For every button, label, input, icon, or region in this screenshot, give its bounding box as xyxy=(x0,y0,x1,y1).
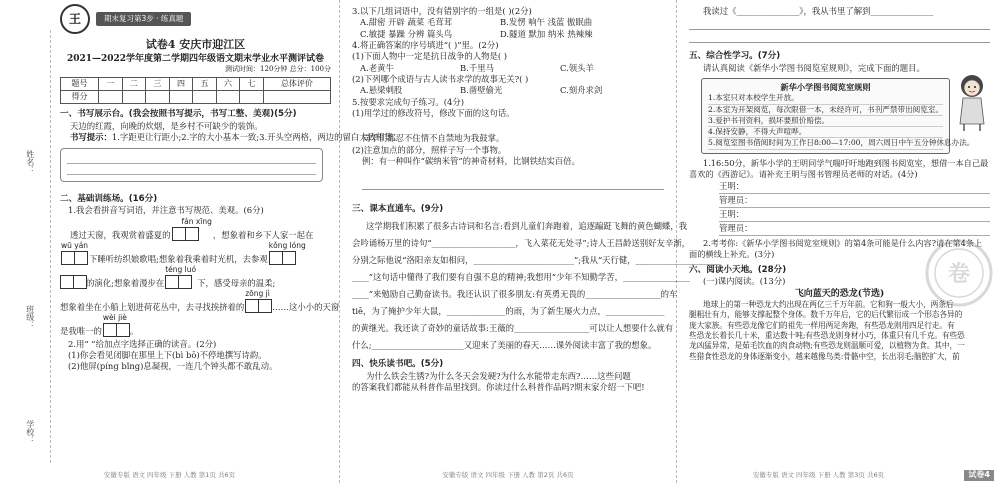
pinyin-line-1: 透过天窗，我观赏着盛夏的 fán xīng ，想象着和乡下人家一起在 xyxy=(70,216,314,240)
page-3-footer: 安徽专版 语文 四年级 下册 人教 第3页 共6页 xyxy=(752,471,885,480)
section-4-line-1: 为什么铁会生锈?为什么冬天会发硬?为什么水能带走东西?……这些问题 xyxy=(366,370,631,381)
section-3-line: 会吟诵杨万里的诗句“____________________，飞入菜花无处寻”;诗人王昌龄送别好友辛渐， xyxy=(352,238,691,249)
watermark-seal xyxy=(924,238,994,308)
rule-item: 2.本室为开架阅览，每次限借一本，未经许可，书刊严禁带出阅览室。 xyxy=(708,105,943,116)
score-cell[interactable] xyxy=(216,91,240,104)
paper-badge: 试卷4 xyxy=(964,470,994,481)
step-banner: 期末复习第3步 · 练真题 xyxy=(96,12,191,26)
score-cell[interactable] xyxy=(263,91,330,104)
section-3-line: 分别之际他说“洛阳亲友如相问，________________________”;我从“天行健，____________________ xyxy=(352,255,720,266)
writing-hint-text: 1.字距更让行距小;2.字的大小基本一致;3.开头空两格，两边的留白大致相等。 xyxy=(111,132,402,143)
pinyin-line-2: wū yán 下睡听纺织娘歌唱;想象着我乘着时光机，去参观 kǒng lóng xyxy=(61,240,306,264)
dialog-line[interactable]: 王明： xyxy=(719,208,990,222)
pinyin-line-4: 想象着坐在小船上划进荷花丛中，去寻找挨挤着的 zōng jì ……这小小的天窗 xyxy=(60,288,340,312)
section-6-subtitle: (一)课内阅读。(13分) xyxy=(703,276,786,287)
writing-hint-label: 书写提示： xyxy=(70,132,112,143)
q5-prompt: 5.按要求完成句子练习。(4分) xyxy=(352,96,464,107)
page-3-content xyxy=(689,6,990,362)
dialog-line[interactable]: 管理员： xyxy=(719,222,990,236)
score-head-cell: 题号 xyxy=(61,78,99,91)
section-3-line: 什么;______________________又迎来了美丽的春天……课外阅读丰富了我的想象。 xyxy=(352,340,657,351)
q3-option-d: D.隧道 默加 纳米 热辣辣 xyxy=(500,28,593,39)
q5-2-example: 例：有一种叫作“碳纳米管”的神奇材料，比钢铁结实百倍。 xyxy=(362,156,580,167)
passage-line: 龙凶猛异常，是茹毛饮血的肉食动物;有些恐龙则温顺可爱，以植物为食。其中，一 xyxy=(689,341,965,351)
q5-1-prompt: (1)用学过的修改符号，修改下面的这句话。 xyxy=(352,108,515,119)
passage-line: 些恐龙长着长几十米，重达数十吨;有些恐龙则身材小巧，体重只有几千克。有些恐 xyxy=(689,331,965,341)
pinyin-line-5: 是我唯一的 wèi jiè 。 xyxy=(60,312,139,336)
section-6-title: 六、阅读小天地。(28分) xyxy=(689,264,787,275)
paper-title: 试卷4 安庆市迎江区 xyxy=(145,38,246,51)
q3-option-a: A.甜密 开辟 蔬菜 毛茸茸 xyxy=(360,17,453,28)
q2-2b[interactable]: (2)他屏(píng bǐng)息凝视，一连几个钟头都不敢乱动。 xyxy=(68,361,278,372)
q2-1-prompt: 1.我会看拼音写词语，并注意书写规范、美观。(6分) xyxy=(68,205,264,216)
pinyin-line-3: 的演化;想象着漫步在 téng luó 下，感受母亲的温柔; xyxy=(60,265,331,289)
sec4-answer-rule-2[interactable] xyxy=(689,32,990,43)
q3-option-c: C.敏捷 暴躁 分辨 篇头鸟 xyxy=(360,28,453,39)
score-cell[interactable] xyxy=(193,91,217,104)
score-head-cell: 六 xyxy=(216,78,240,91)
section-5-intro: 请认真阅读《新华小学图书阅览室规则》，完成下面的题目。 xyxy=(703,62,925,73)
svg-text:卷: 卷 xyxy=(947,262,971,287)
name-label: 姓名： xyxy=(25,150,35,174)
dialog-lines[interactable] xyxy=(689,180,990,236)
page-1-footer: 安徽专版 语文 四年级 下册 人教 第1页 共6页 xyxy=(103,471,236,480)
q3-options-row2[interactable] xyxy=(360,29,664,40)
pinyin-box-zongji[interactable]: zōng jì xyxy=(245,289,271,313)
section-5-title: 五、综合性学习。(7分) xyxy=(689,51,781,62)
sec4-answer-line[interactable]: 我读过《_______________》，我从书里了解到_______________ xyxy=(703,6,934,16)
rule-item: 1.本室只对本校学生开放。 xyxy=(708,93,943,104)
writing-area[interactable] xyxy=(60,148,323,182)
school-label: 学校： xyxy=(25,420,35,444)
q2-2-prompt: 2.用“ ”给加点字选择正确的读音。(2分) xyxy=(68,338,217,349)
score-table xyxy=(60,77,331,104)
score-row-label: 得分 xyxy=(61,91,99,104)
score-cell[interactable] xyxy=(146,91,170,104)
q2-2a[interactable]: (1)你会看见闭脚在那里上下(bì bō)不停地撰写诗韵。 xyxy=(68,349,267,360)
binding-margin xyxy=(4,30,51,463)
section-3-line: 的黄继光。我还读了奇妙的童话故事:王薇的__________________可以让人想要什么就有 xyxy=(352,323,674,334)
passage-title: 飞向蓝天的恐龙(节选) xyxy=(794,288,885,299)
q3-prompt: 3.以下几组词语中，没有错别字的一组是( )(2分) xyxy=(352,6,532,16)
section-2-title: 二、基础训练场。(16分) xyxy=(60,193,158,204)
score-head-cell: 五 xyxy=(193,78,217,91)
score-head-cell: 四 xyxy=(169,78,193,91)
q3-option-b: B.发愣 响午 浅蓝 傲眠曲 xyxy=(500,17,593,28)
passage-line: 庞大家族。有些恐龙像它们的祖先一样用两足奔跑，有些恐龙则用四足行走。有 xyxy=(689,320,955,330)
page-2 xyxy=(340,0,720,483)
rule-item: 5.阅览室图书借阅时间为工作日8:00—17:00，周六周日中午五分钟休息办法。 xyxy=(708,138,943,149)
reading-passage xyxy=(689,300,990,362)
section-3-passage[interactable] xyxy=(352,218,720,354)
section-3-line: tiē，为了掩护少年大鼠，______________的雨，为了新生屡火力点，______________ xyxy=(352,306,665,317)
dialog-line[interactable]: 王明： xyxy=(719,180,990,194)
section-3-line: 这学期我们积累了很多古诗词和名言:看到儿童们奔跑着，追逐蹁跹飞舞的黄色蝴蝶，我 xyxy=(366,221,688,232)
exam-meta: 测试时间：120分钟 总分：100分 xyxy=(225,64,331,73)
score-head-cell: 总体评价 xyxy=(263,78,330,91)
q4-2-options[interactable]: A.悬梁刺股 B.凿壁偷光 C.刻舟求剑 xyxy=(360,85,603,96)
score-head-cell: 三 xyxy=(146,78,170,91)
q5-1-sentence: 同学们都忍不住情不自禁地为我鼓掌。 xyxy=(362,133,505,144)
q5-2-answer-line[interactable] xyxy=(362,179,664,190)
pinyin-box-wuyan[interactable]: wū yán xyxy=(61,241,88,265)
q4-1-prompt: (1)下面人物中一定是抗日战争的人物是( ) xyxy=(352,51,508,62)
section-3-line: ____”这句话中懂得了我们要有自强不息的精神;我想用“少年不知勤学苦，________________ xyxy=(352,272,691,283)
score-cell[interactable] xyxy=(169,91,193,104)
score-head-cell: 一 xyxy=(99,78,123,91)
pinyin-box-konglong[interactable]: kǒng lóng xyxy=(269,241,306,265)
section-1-title: 一、书写展示台。(我会按照书写提示，书写工整、美观)(5分) xyxy=(60,109,297,120)
rules-box xyxy=(701,78,975,153)
class-label: 班级： xyxy=(25,305,35,329)
pinyin-box-tengluo[interactable]: téng luó xyxy=(165,265,196,289)
girl-illustration xyxy=(954,72,990,132)
q4-prompt: 4.将正确答案的序号填进“( )”里。(2分) xyxy=(352,40,499,51)
rules-title: 新华小学图书阅览室规则 xyxy=(780,82,871,93)
header-strip xyxy=(60,4,331,34)
page-3 xyxy=(677,0,1000,483)
section-4-line-2: 的答案我们都能从科普作品里找到。你读过什么科普作品吗?期末家介绍一下吧! xyxy=(352,382,645,392)
score-head-cell: 七 xyxy=(240,78,264,91)
q4-2-prompt: (2)下列哪个成语与古人读书求学的故事无关?( ) xyxy=(352,74,529,85)
pinyin-box-weijie[interactable]: wèi jiè xyxy=(103,313,129,337)
q5-2-prompt-c3: 2.考考你:《新华小学图书阅览室规则》的第4条可能是什么内容?请在第4条上面的横线上补充。(3分) xyxy=(689,237,983,259)
pinyin-box-fanxing[interactable]: fán xīng xyxy=(172,217,212,241)
q5-2-prompt: (2)注意加点的部分，照样子写一个事物。 xyxy=(352,144,507,155)
rule-item: 4.保持安静，不得大声喧哗。 xyxy=(708,127,943,138)
score-cell[interactable] xyxy=(240,91,264,104)
passage-line: 地球上的第一种恐龙大约出现在两亿三千万年前。它和狗一般大小，两条后 xyxy=(703,299,954,309)
dialog-line[interactable]: 管理员： xyxy=(719,194,990,208)
score-cell[interactable] xyxy=(122,91,146,104)
passage-line: 腿粗壮有力，能够支撑起整个身体。数千万年后，它的后代繁衍成一个形态各异的 xyxy=(689,310,963,320)
copy-text: 天边的红霞，向晚的炊烟，是乡村不可缺少的装饰。 xyxy=(70,121,263,132)
q4-1-options[interactable]: A.老黄牛 B.千里马 C.领头羊 xyxy=(360,62,594,73)
rule-item: 3.爱护书刊资料，损坏要照价赔偿。 xyxy=(708,116,943,127)
rules-list xyxy=(708,93,975,149)
passage-line: 些猎食性恐龙的身体逐渐变小，越来越像鸟类:骨骼中空，长出羽毛;脑腔扩大，前 xyxy=(689,351,960,361)
section-3-line: ____”来勉励自己勤奋读书。我还认识了很多朋友:有英勇无畏的__________________的车 xyxy=(352,289,678,300)
publisher-logo: 王 xyxy=(60,4,90,34)
sec4-answer-rule[interactable] xyxy=(689,19,990,30)
q5-1-prompt-c3: 1.16:50分，新华小学的王明同学气喘吁吁地跑到图书阅览室，想借一本自己最喜欢的《西游记》。请补充王明与图书管理员老师的对话。(4分) xyxy=(689,157,989,179)
q3-options-row1[interactable] xyxy=(360,17,664,28)
score-head-cell: 二 xyxy=(122,78,146,91)
score-cell[interactable] xyxy=(99,91,123,104)
writing-hint xyxy=(60,132,402,143)
page-2-content xyxy=(352,6,720,393)
rules-wrapper xyxy=(689,78,990,153)
score-table-row xyxy=(61,91,331,104)
paper-subtitle: 2021—2022学年度第二学期四年级语文期末学业水平测评试卷 xyxy=(66,53,325,64)
section-3-title: 三、课本直通车。(9分) xyxy=(352,204,444,215)
score-table-head xyxy=(61,78,331,91)
page-2-footer: 安徽专版 语文 四年级 下册 人教 第2页 共6页 xyxy=(442,471,574,480)
section-4-title: 四、快乐读书吧。(5分) xyxy=(352,359,444,370)
